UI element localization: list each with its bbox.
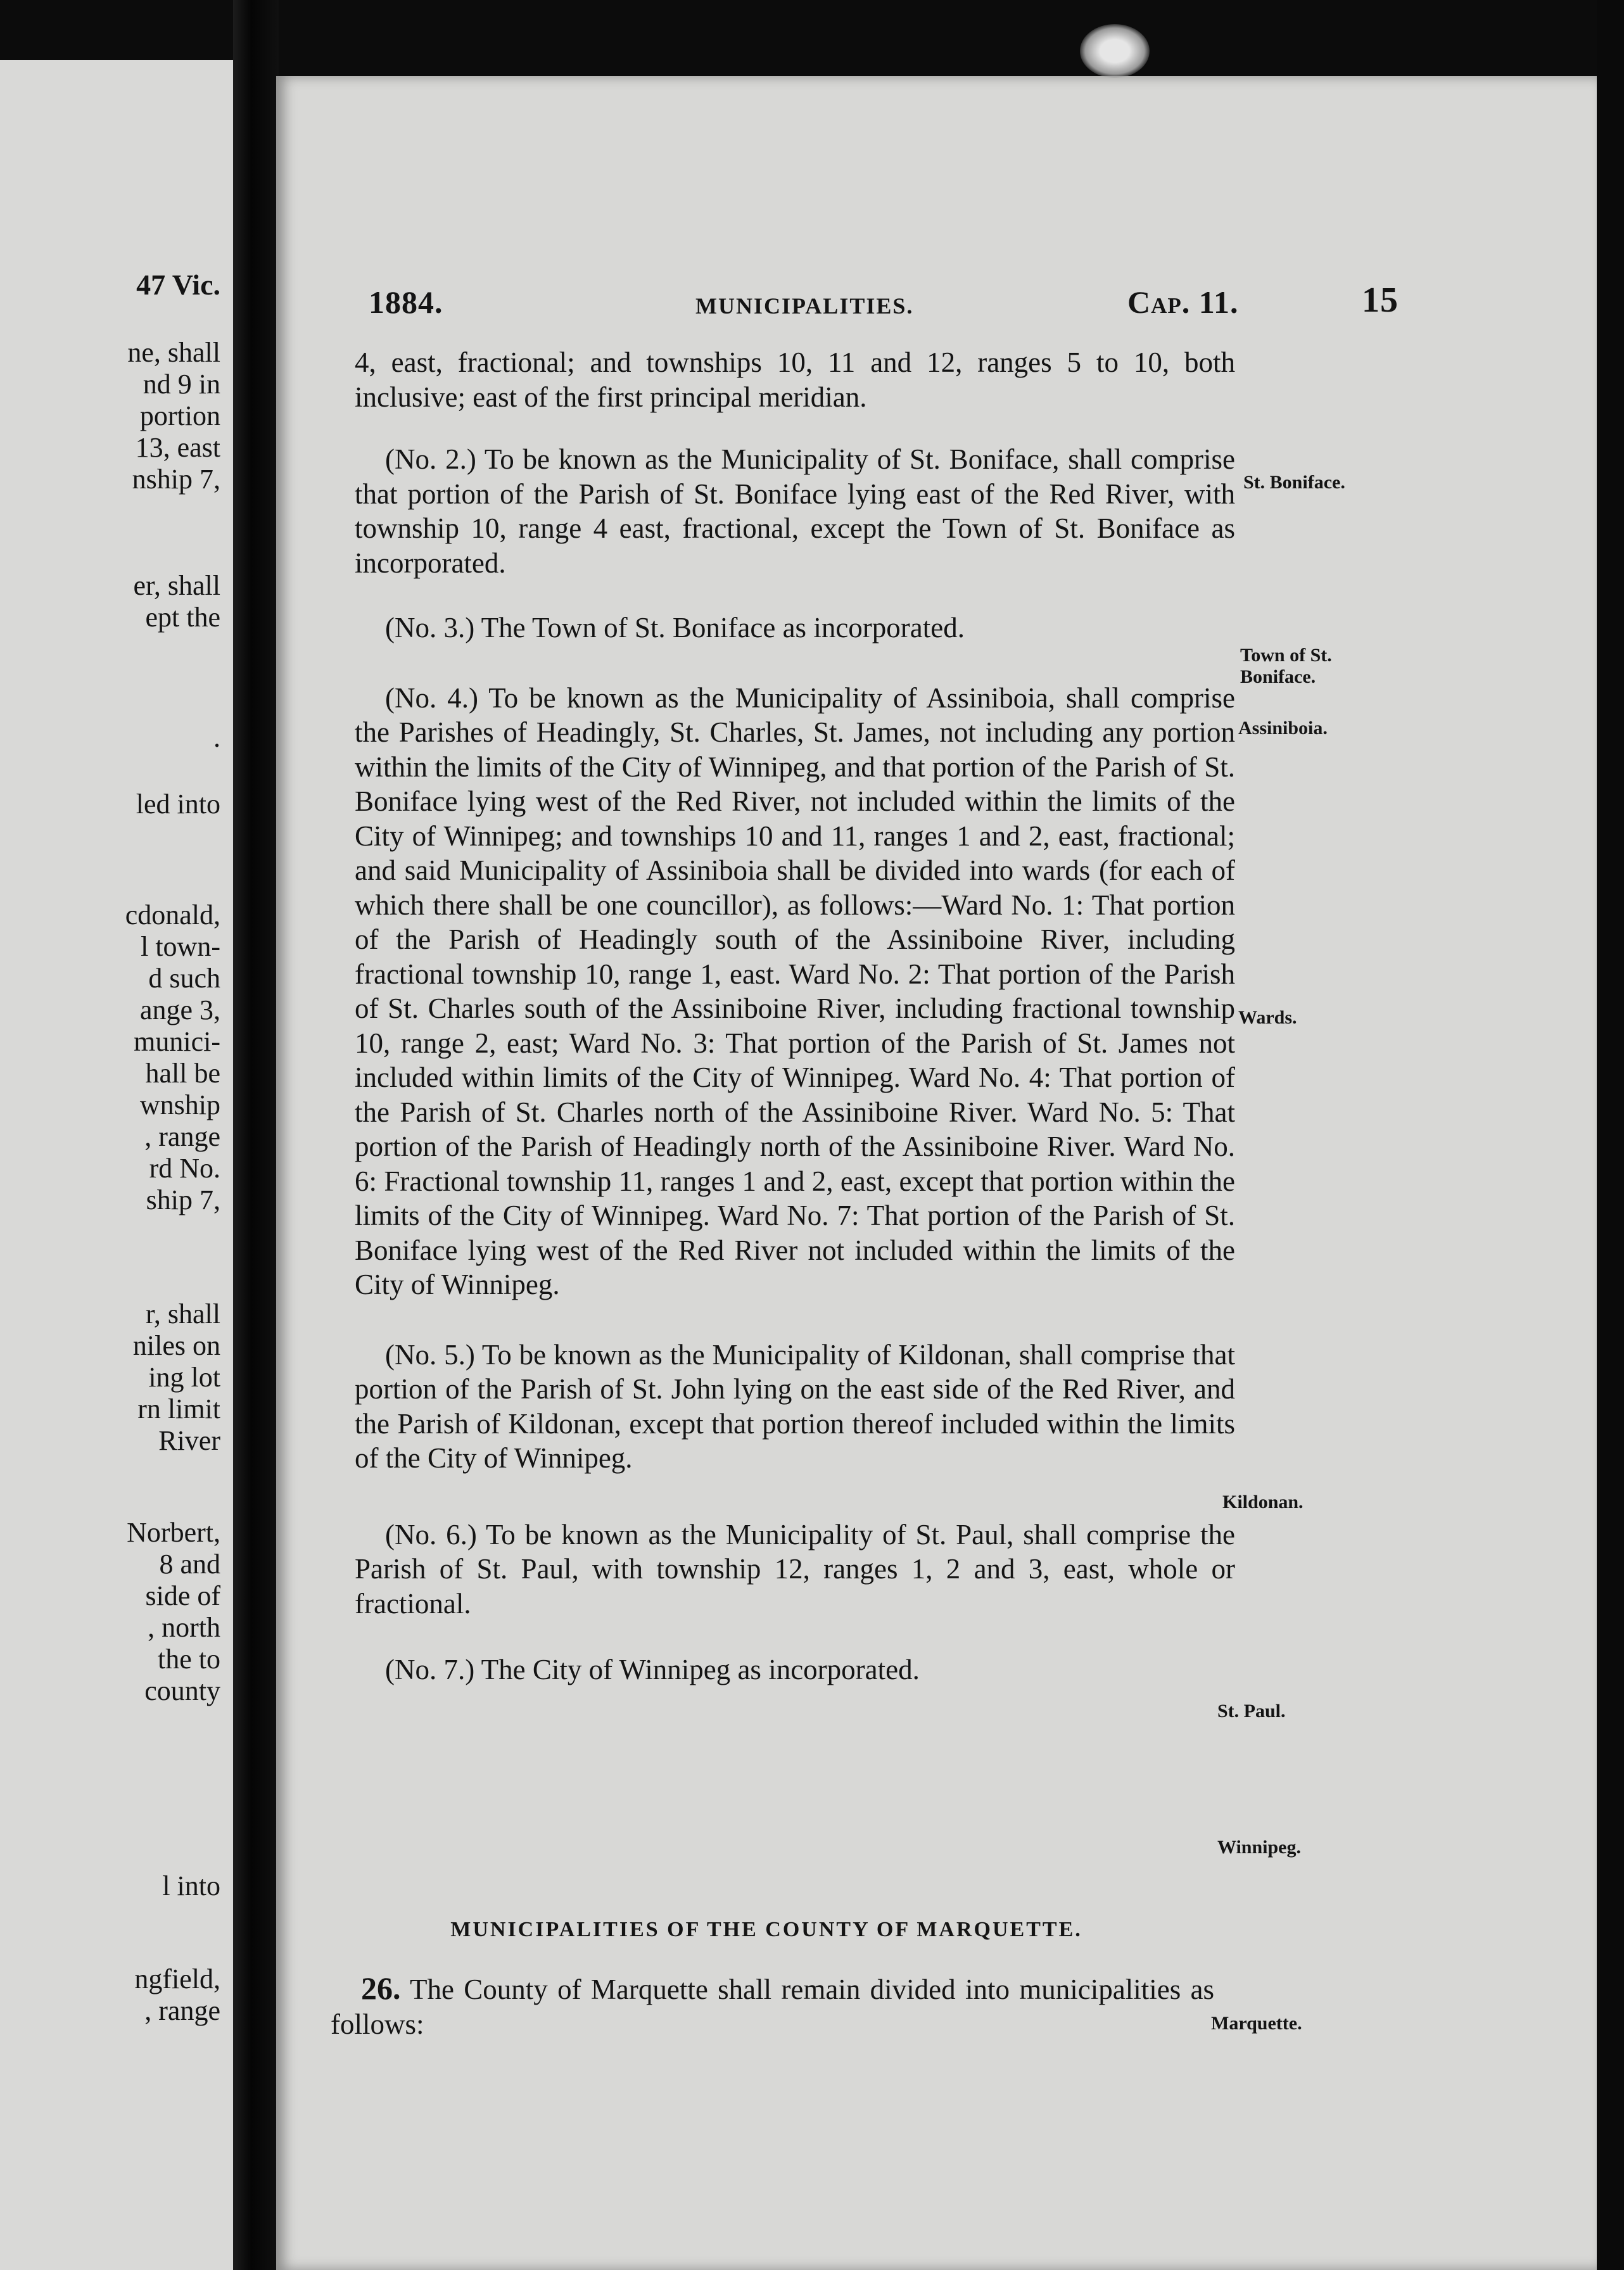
left-page-lines-8: [0, 1870, 233, 1902]
left-page-lines-2: [0, 570, 233, 633]
page-edge-shadow: [1597, 0, 1624, 2270]
left-facing-page: [0, 60, 233, 2270]
header-title: MUNICIPALITIES.: [695, 293, 914, 319]
paragraph-no7: (No. 7.) The City of Winnipeg as incorporated.: [385, 1654, 920, 1685]
left-page-lines-6: [0, 1298, 233, 1457]
left-page-line: ngfield,: [134, 1963, 220, 1994]
left-page-line: nd 9 in: [143, 369, 220, 400]
paragraph-continuation: 4, east, fractional; and townships 10, 11 and 12, ranges 5 to 10, both inclusive; east of the first principal meridian.: [355, 346, 1235, 413]
left-page-line: county: [144, 1675, 220, 1706]
side-note-st-boniface: St. Boniface.: [1243, 472, 1345, 493]
left-page-header: 47 Vic.: [136, 269, 220, 301]
body-text: [355, 345, 1235, 1718]
left-page-line: portion: [139, 400, 220, 431]
section-heading-marquette: MUNICIPALITIES OF THE COUNTY OF MARQUETTE.: [450, 1918, 1082, 1941]
side-note-marquette: Marquette.: [1211, 2013, 1302, 2034]
side-note-assiniboia: Assiniboia.: [1238, 718, 1328, 739]
side-note-winnipeg: Winnipeg.: [1217, 1837, 1301, 1858]
left-page-lines-9: [0, 1963, 233, 2027]
paragraph-no5: (No. 5.) To be known as the Municipality of Kildonan, shall comprise that portion of the Parish of St. John lying on the east side of the Red River, and the Parish of Kildonan, except that portion thereof included within the limits of the City of Winnipeg.: [355, 1338, 1235, 1474]
left-page-line: wnship: [139, 1089, 220, 1120]
left-page-line: ept the: [145, 602, 220, 633]
left-page-line: d such: [148, 963, 220, 994]
left-page-line: rn limit: [137, 1393, 220, 1424]
left-page-lines-5: [0, 899, 233, 1216]
left-page-line: l town-: [141, 931, 220, 962]
left-page-line: er, shall: [133, 570, 220, 601]
section-26-number: 26.: [361, 1970, 401, 2006]
left-page-line: Norbert,: [127, 1517, 220, 1548]
left-page-line: ange 3,: [139, 994, 220, 1025]
side-note-st-paul: St. Paul.: [1217, 1701, 1286, 1722]
left-page-line: munici-: [134, 1026, 220, 1057]
paragraph-no6: (No. 6.) To be known as the Municipality of St. Paul, shall comprise the Parish of St. Paul, with township 12, ranges 1, 2 and 3, east, whole or fractional.: [355, 1518, 1235, 1620]
side-note-kildonan: Kildonan.: [1222, 1492, 1304, 1512]
left-page-line: ship 7,: [146, 1184, 220, 1215]
header-chapter: Cap. 11.: [1127, 284, 1239, 320]
left-page-lines-3: [0, 722, 233, 754]
side-note-wards: Wards.: [1238, 1007, 1297, 1028]
left-page-lines-4: [0, 789, 233, 820]
book-gutter: [233, 0, 279, 2270]
left-page-line: the to: [158, 1644, 220, 1675]
left-page-line: hall be: [145, 1058, 220, 1089]
left-page-line: niles on: [132, 1330, 220, 1361]
section-26-text: The County of Marquette shall remain divided into municipalities as follows:: [331, 1974, 1214, 2040]
paragraph-no4: (No. 4.) To be known as the Municipality of Assiniboia, shall comprise the Parishes of Headingly, St. Charles, St. James, not including any portion within the limits of the City of Winnipeg, and that portion of the Parish of St. Boniface lying west of the Red River, not included within the limits of the City of Winnipeg; and townships 10 and 11, ranges 1 and 2, east, fractional; and said Municipality of Assiniboia shall be divided into wards (for each of which there shall be one councillor), as follows:—Ward No. 1: That portion of the Parish of Headingly south of the Assiniboine River, including fractional township 10, range 1, east. Ward No. 2: That portion of the Parish of St. Charles south of the Assiniboine River, including fractional township 10, range 2, east; Ward No. 3: That portion of the Parish of St. James not included within limits of the City of Winnipeg. Ward No. 4: That portion of the Parish of St. Charles north of the Assiniboine River. Ward No. 5: That portion of the Parish of Headingly north of the Assiniboine River. Ward No. 6: Fractional township 11, ranges 1 and 2, east, except that portion within the limits of the City of Winnipeg. Ward No. 7: That portion of the Parish of St. Boniface lying west of the Red River not included within the limits of the City of Winnipeg.: [355, 682, 1235, 1300]
left-page-line: cdonald,: [125, 899, 220, 930]
header-year: 1884.: [369, 284, 443, 320]
left-page-line: , north: [148, 1612, 220, 1643]
left-page-lines-7: [0, 1517, 233, 1707]
side-note-town-of-st-boniface: Town of St. Boniface.: [1240, 645, 1332, 687]
left-page-lines-1: [0, 337, 233, 495]
left-page-line: r, shall: [146, 1298, 220, 1329]
paragraph-no2: (No. 2.) To be known as the Municipality of St. Boniface, shall comprise that portion of the Parish of St. Boniface lying east of the Red River, with township 10, range 4 east, fractional, except the Town of St. Boniface as incorporated.: [355, 443, 1235, 579]
left-page-line: , range: [144, 1995, 220, 2026]
left-page-line: ne, shall: [127, 337, 220, 368]
left-page-line: 13, east: [135, 432, 220, 463]
left-page-line: , range: [144, 1121, 220, 1152]
left-page-line: side of: [145, 1580, 220, 1611]
section-26: [331, 1971, 1214, 2072]
page-number: 15: [1362, 281, 1399, 320]
left-page-line: l into: [162, 1870, 220, 1901]
paragraph-no3: (No. 3.) The Town of St. Boniface as incorporated.: [385, 612, 965, 644]
left-page-line: led into: [136, 789, 220, 820]
left-page-line: ing lot: [148, 1362, 220, 1393]
ink-blot: [1080, 24, 1150, 78]
left-page-line: rd No.: [149, 1153, 220, 1184]
left-page-line: 8 and: [159, 1549, 220, 1580]
left-page-line: nship 7,: [132, 464, 220, 495]
left-page-line: .: [213, 722, 220, 753]
left-page-line: River: [158, 1425, 220, 1456]
